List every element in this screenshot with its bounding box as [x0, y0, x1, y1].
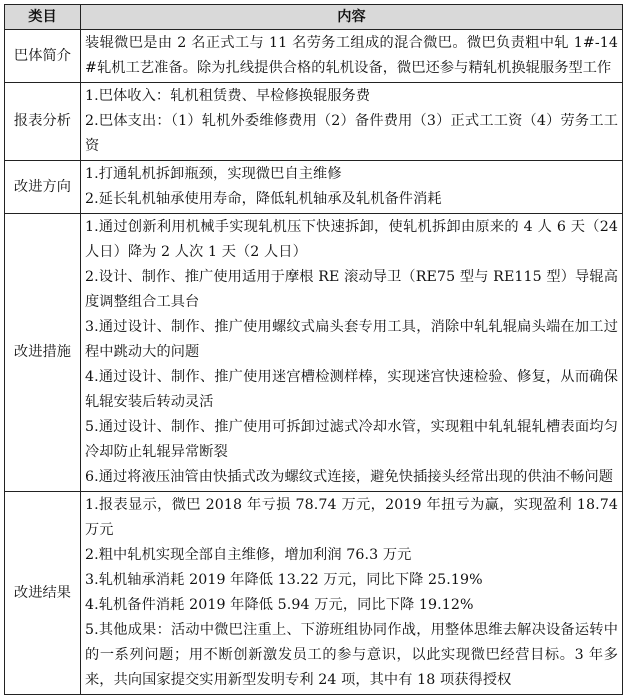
table-row-measures	[5, 214, 623, 492]
content-line: 5.通过设计、制作、推广使用可拆卸过滤式冷却水管，实现粗中轧轧辊轧槽表面均匀冷却防止轧辊异常断裂	[85, 419, 618, 460]
row-content	[81, 30, 623, 83]
row-content	[81, 83, 623, 161]
table-row-direction	[5, 161, 623, 214]
row-category: 改进结果	[5, 492, 81, 695]
row-content	[81, 492, 623, 695]
content-line: 装辊微巴是由 2 名正式工与 11 名劳务工组成的混合微巴。微巴负责粗中轧 1#-14#轧机工艺准备。除为扎线提供合格的轧机设备，微巴还参与精轧机换辊服务型工作	[85, 35, 618, 76]
content-line: 5.其他成果：活动中微巴注重上、下游班组协同作战，用整体思维去解决设备运转中的一系列问题；用不断创新激发员工的参与意识，以此实现微巴经营目标。3 年多来，共向国家提交实用新型发明专利 24 项，其中有 18 项获得授权	[85, 622, 618, 688]
content-line: 2.巴体支出：（1）轧机外委维修费用（2）备件费用（3）正式工工资（4）劳务工工资	[85, 113, 618, 154]
table-row-intro	[5, 30, 623, 83]
row-category: 改进方向	[5, 161, 81, 214]
row-content	[81, 214, 623, 492]
row-content	[81, 161, 623, 214]
content-line: 4.轧机备件消耗 2019 年降低 5.94 万元，同比下降 19.12%	[85, 597, 474, 613]
content-line: 4.通过设计、制作、推广使用迷宫槽检测样棒，实现迷宫快速检验、修复，从而确保轧辊安装后转动灵活	[85, 369, 618, 410]
header-content: 内容	[81, 5, 623, 30]
content-line: 1.通过创新利用机械手实现轧机压下快速拆卸，使轧机拆卸由原来的 4 人 6 天（24 人日）降为 2 人次 1 天（2 人日）	[85, 219, 618, 260]
header-row	[5, 5, 623, 30]
content-line: 6.通过将液压油管由快插式改为螺纹式连接，避免快插接头经常出现的供油不畅问题	[85, 469, 614, 485]
content-line: 2.设计、制作、推广使用适用于摩根 RE 滚动导卫（RE75 型与 RE115 型）导辊高度调整组合工具台	[85, 269, 618, 310]
row-category: 巴体简介	[5, 30, 81, 83]
content-line: 2.延长轧机轴承使用寿命，降低轧机轴承及轧机备件消耗	[85, 191, 442, 207]
content-line: 2.粗中轧机实现全部自主维修，增加利润 76.3 万元	[85, 547, 412, 563]
table-row-analysis	[5, 83, 623, 161]
content-line: 3.通过设计、制作、推广使用螺纹式扁头套专用工具，消除中轧轧辊扁头端在加工过程中跳动大的问题	[85, 319, 618, 360]
table-row-results	[5, 492, 623, 695]
header-category: 类目	[5, 5, 81, 30]
row-category: 报表分析	[5, 83, 81, 161]
row-category: 改进措施	[5, 214, 81, 492]
content-line: 3.轧机轴承消耗 2019 年降低 13.22 万元，同比下降 25.19%	[85, 572, 483, 588]
content-line: 1.打通轧机拆卸瓶颈，实现微巴自主维修	[85, 166, 342, 182]
content-table	[4, 4, 623, 695]
content-line: 1.报表显示，微巴 2018 年亏损 78.74 万元，2019 年扭亏为赢，实现盈利 18.74 万元	[85, 497, 618, 538]
content-line: 1.巴体收入：轧机租赁费、早检修换辊服务费	[85, 88, 371, 104]
